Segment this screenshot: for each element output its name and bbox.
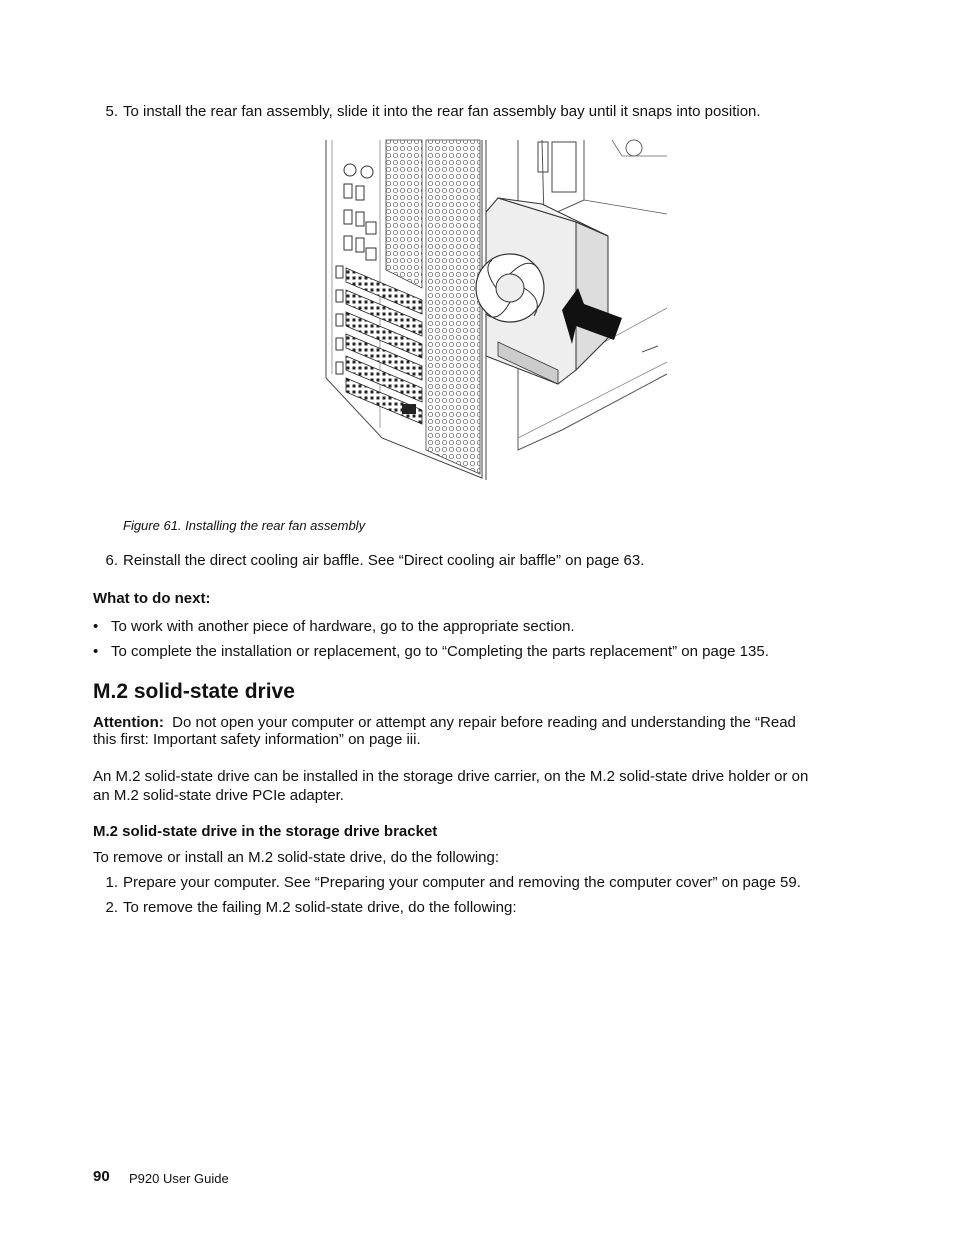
fan-assembly-illustration xyxy=(322,138,667,500)
step-number: 2. xyxy=(105,899,118,916)
intro-line-2: an M.2 solid-state drive PCIe adapter. xyxy=(93,787,344,804)
figure-caption: Figure 61. Installing the rear fan assembly xyxy=(123,518,366,533)
attention-text: Do not open your computer or attempt any repair before reading and understanding the “Read xyxy=(172,714,796,731)
step-text: Reinstall the direct cooling air baffle. See “Direct cooling air baffle” on page 63. xyxy=(123,552,645,569)
step-text: Prepare your computer. See “Preparing your computer and removing the computer cover” on page 59. xyxy=(123,874,801,891)
step-number: 6. xyxy=(105,552,118,569)
list-item: To complete the installation or replacement, go to “Completing the parts replacement” on page 135. xyxy=(111,643,769,660)
step-text: To install the rear fan assembly, slide it into the rear fan assembly bay until it snaps into position. xyxy=(123,103,761,120)
bullet-icon: • xyxy=(93,643,99,660)
step-number: 5. xyxy=(105,103,118,120)
page-number: 90 xyxy=(93,1168,110,1185)
bullet-icon: • xyxy=(93,618,99,635)
attention-line-2: this first: Important safety information” on page iii. xyxy=(93,731,421,748)
subsection-title: M.2 solid-state drive in the storage drive bracket xyxy=(93,823,438,840)
section-title: M.2 solid-state drive xyxy=(93,680,295,703)
list-item: To work with another piece of hardware, go to the appropriate section. xyxy=(111,618,575,635)
document-title: P920 User Guide xyxy=(129,1171,229,1186)
intro-line-1: An M.2 solid-state drive can be installed in the storage drive carrier, on the M.2 solid-state drive holder or on xyxy=(93,768,809,785)
step-text: To remove the failing M.2 solid-state drive, do the following: xyxy=(123,899,517,916)
attention-label: Attention: xyxy=(93,714,164,731)
lead-text: To remove or install an M.2 solid-state drive, do the following: xyxy=(93,849,500,866)
what-to-do-next-label: What to do next: xyxy=(93,590,211,607)
step-number: 1. xyxy=(105,874,118,891)
